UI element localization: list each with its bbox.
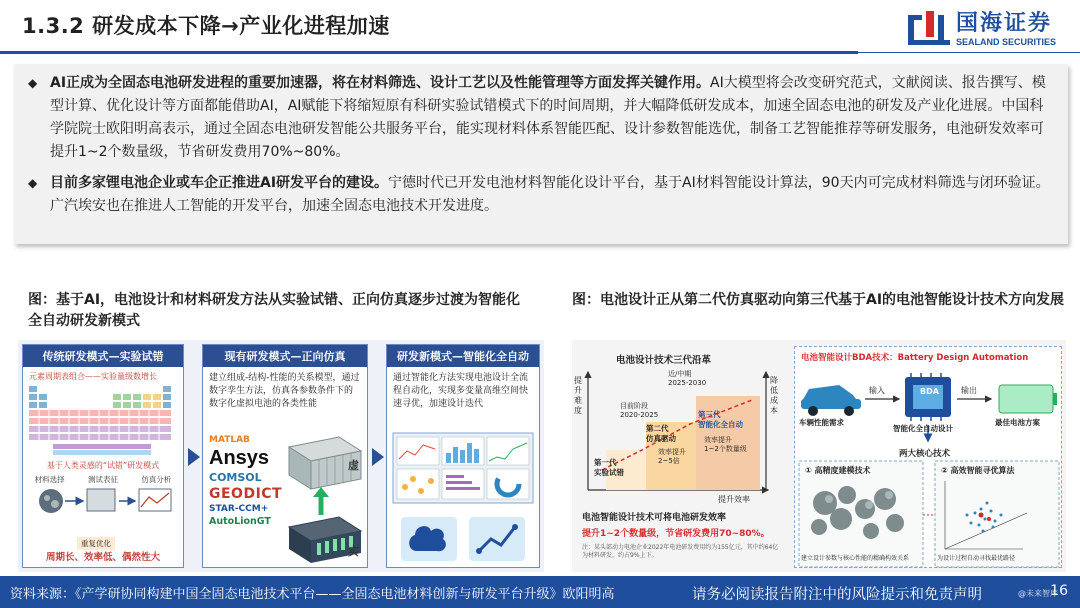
bda-chip-label: BDA <box>920 387 939 396</box>
bda-label-design: 智能化全自动设计 <box>893 424 953 433</box>
logo-name-cn: 国海证券 <box>955 11 1052 36</box>
page-title: 1.3.2 研发成本下降→产业化进程加速 <box>22 14 390 38</box>
gen3-period: 近/中期 2025-2030 <box>668 370 707 387</box>
software-logo-ansys: Ansys <box>209 447 270 469</box>
logo-mark-icon <box>908 11 950 49</box>
diamond-bullet-icon: ◆ <box>28 76 38 90</box>
figure-left <box>18 340 544 572</box>
key-point-1 <box>28 72 1052 164</box>
logo-name-en: SEALAND SECURITIES <box>955 37 1056 47</box>
panel-title: 传统研发模式—实验试错 <box>23 345 183 367</box>
software-logo-comsol: COMSOL <box>209 471 262 484</box>
virtual-label: 虚 <box>348 459 359 472</box>
core-tech-1: ① 高精度建模技术 <box>805 466 871 475</box>
gen2-label: 第二代 仿真驱动 <box>646 424 676 443</box>
key-point-2 <box>28 172 1052 218</box>
panel-subtitle-2: 基于人类灵感的“试错”研发模式 <box>46 461 160 470</box>
panel-title: 研发新模式—智能化全自动 <box>387 345 539 367</box>
figure-left-caption: 图：基于AI，电池设计和材料研发方法从实验试错、正向仿真逐步过渡为智能化全自动研发新模式 <box>28 292 521 329</box>
x-axis-label: 提升效率 <box>718 495 750 504</box>
arrow-right-icon <box>372 448 384 466</box>
footer-watermark: @未来智库 <box>1018 589 1058 598</box>
gen2-note: 效率提升 2~5倍 <box>658 448 686 465</box>
figure-right <box>572 340 1066 572</box>
key-point-lead: 目前多家锂电池企业或车企正推进AI研发平台的建设。 <box>50 175 389 191</box>
periodic-table-graphic <box>23 384 181 456</box>
company-logo <box>908 11 1056 49</box>
software-logo-geodict: GEODICT <box>209 486 283 502</box>
key-point-body: 宁德时代已开发电池材料智能化设计平台，基于AI材料智能设计算法，90天内可完成材料筛选与闭环验证。广汽埃安也在推进人工智能的开发平台，加速全固态电池技术开发进度。 <box>50 175 1050 214</box>
step-label: 测试表征 <box>87 475 118 484</box>
footer-disclaimer: 请务必阅读报告附注中的风险提示和免责声明 <box>692 587 982 603</box>
summary-value: 提升1~2个数量级，节省研发费用70~80%。 <box>582 529 770 539</box>
bda-title: 电池智能设计BDA技术：Battery Design Automation <box>801 353 1029 363</box>
panel-description: 通过智能化方法实现电池设计全流程自动化，实现多变量高维空间快速寻优，加速设计迭代 <box>393 373 529 409</box>
bda-output-label: 输出 <box>961 386 977 395</box>
key-point-lead: AI正成为全固态电池研发进程的重要加速器，将在材料筛选、设计工艺以及性能管理等方面发挥关键作用。 <box>50 75 711 91</box>
panel-title: 现有研发模式—正向仿真 <box>203 345 367 367</box>
key-point-body: AI大模型将会改变研究范式，文献阅读、报告撰写、模型计算、优化设计等方面都能借助AI，AI赋能下将缩短原有科研实验试错模式下的时间周期，并大幅降低研发成本，加速全固态电池的研发及产业化进展。中国科学院院士欧阳明高表示，通过全固态电池研发智能公共服务平台，能实现材料体系智能匹配、设计参数智能选优，制备工艺智能推荐等研发服务，电池研发效率可提升1~2个数量级，节省研发费用70%~80%。 <box>50 75 1046 160</box>
bda-panel <box>794 346 1062 568</box>
bda-label-battery: 最佳电池方案 <box>995 418 1040 427</box>
gen3-label: 第三代 智能化全自动 <box>698 410 743 429</box>
software-logo-matlab: MATLAB <box>209 435 250 445</box>
summary-title: 电池智能设计技术可将电池研发效率 <box>582 513 727 523</box>
real-label: 实 <box>348 545 359 558</box>
software-logo-starccm: STAR-CCM+ <box>209 504 269 514</box>
panel-traditional <box>22 344 184 568</box>
panel-subtitle: 元素周期表组合——实验量级数增长 <box>29 372 157 381</box>
core-tech-title: 两大核心技术 <box>899 449 951 459</box>
software-logo-autolion: AutoLionGT <box>209 516 271 527</box>
key-points-box <box>14 64 1068 244</box>
y-axis-label: 提升难度 <box>574 376 582 415</box>
gen3-note: 效率提升 1~2个数量级 <box>704 436 747 453</box>
diamond-bullet-icon: ◆ <box>28 176 38 190</box>
step-label: 重复优化 <box>77 537 115 550</box>
footer-source: 资料来源：《产学研协同构建中国全固态电池技术平台——全固态电池材料创新与研发平台升级》欧阳明高 <box>10 587 615 602</box>
core-tech-2-note: 为设计过程自动寻找最优路径 <box>937 555 1016 562</box>
page-number: 16 <box>1050 583 1068 599</box>
footer-bar <box>0 576 1080 608</box>
core-tech-1-note: 建立设计参数与核心性能的精确构效关系 <box>801 555 910 562</box>
panel-intelligent <box>386 344 540 568</box>
ai-dashboard-graphic <box>391 431 535 565</box>
bda-label-vehicle: 车辆性能需求 <box>799 418 844 427</box>
core-tech-2: ② 高效智能寻优算法 <box>941 466 1015 475</box>
step-label: 仿真分析 <box>141 475 172 484</box>
panel-description: 建立组成-结构-性能的关系模型，通过数字孪生方法，仿真各参数条件下的数字化虚拟电池的各类性能 <box>209 373 360 409</box>
panel-simulation <box>202 344 368 568</box>
trial-error-cycle-graphic <box>23 485 181 523</box>
gen2-period: 目前阶段 2020-2025 <box>620 402 659 419</box>
panel-footer: 周期长、效率低、偶然性大 <box>45 552 160 563</box>
arrow-right-icon <box>188 448 200 466</box>
step-label: 材料选择 <box>34 475 65 484</box>
summary-note: 注：某头部动力电池企业2022年电池研发费用约为155亿元，其中约64亿为材料研发，约占9%上下。 <box>582 544 779 559</box>
figure-right-caption: 图：电池设计正从第二代仿真驱动向第三代基于AI的电池智能设计技术方向发展 <box>572 292 1065 308</box>
title-underline <box>0 51 858 54</box>
gen1-label: 第一代 实验试错 <box>594 458 624 477</box>
y-axis-right-label: 降低成本 <box>770 376 778 415</box>
title-underline-thin <box>858 52 1080 53</box>
bda-input-label: 输入 <box>869 386 885 395</box>
evolution-chart-title: 电池设计技术三代沿革 <box>616 355 712 366</box>
